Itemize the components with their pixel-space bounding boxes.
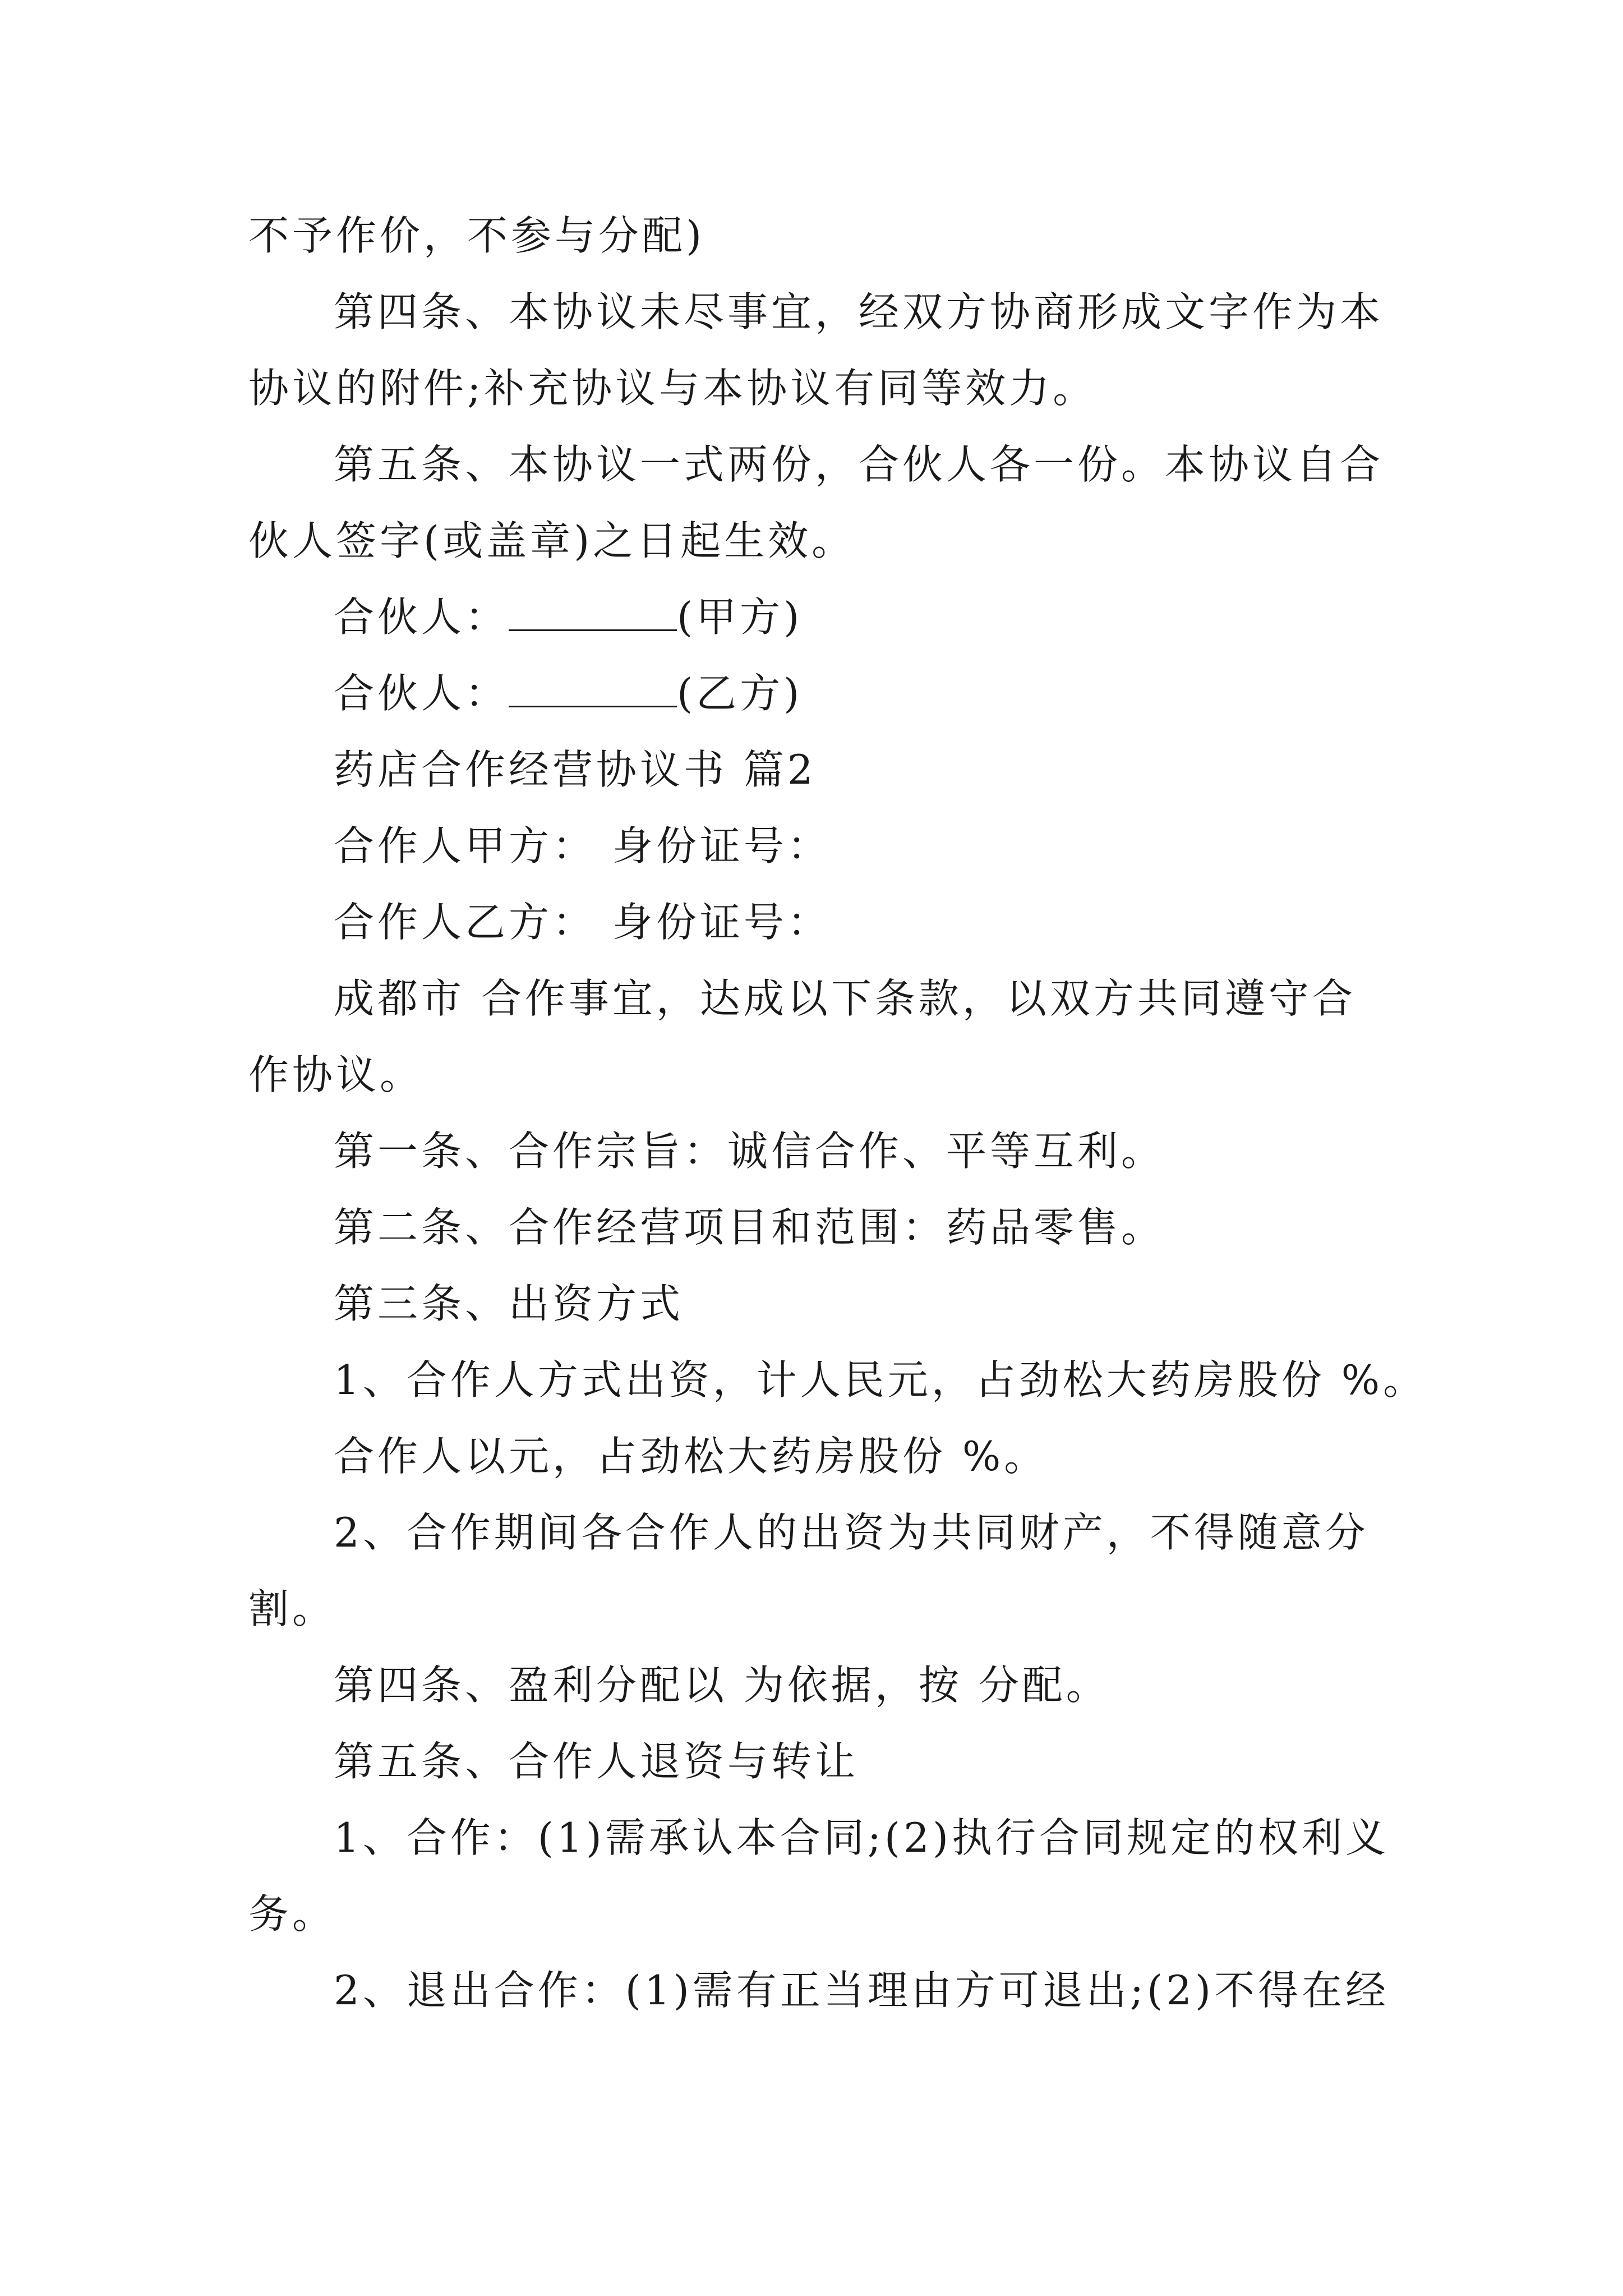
text-line: 不予作价，不参与分配) — [248, 212, 706, 259]
text-line: 作协议。 — [248, 1051, 424, 1098]
signature-party: (乙方) — [677, 670, 803, 717]
signature-party: (甲方) — [677, 593, 803, 641]
text-line: 合作人甲方： 身份证号： — [334, 822, 831, 869]
text-line: 协议的附件;补充协议与本协议有同等效力。 — [248, 365, 1097, 412]
text-line: 割。 — [248, 1585, 336, 1632]
text-line: 第二条、合作经营项目和范围：药品零售。 — [334, 1204, 1165, 1251]
text-line: 2、退出合作：(1)需有正当理由方可退出;(2)不得在经 — [334, 1967, 1390, 2014]
text-line: 1、合作人方式出资，计人民元，占劲松大药房股份 %。 — [334, 1356, 1427, 1404]
text-line: 第四条、盈利分配以 为依据，按 分配。 — [334, 1662, 1110, 1709]
text-line: 2、合作期间各合作人的出资为共同财产，不得随意分 — [334, 1509, 1369, 1556]
text-line: 务。 — [248, 1890, 336, 1938]
text-line: 合作人以元，占劲松大药房股份 %。 — [334, 1433, 1048, 1480]
text-line: 第三条、出资方式 — [334, 1280, 684, 1327]
text-line: 1、合作：(1)需承认本合同;(2)执行合同规定的权利义 — [334, 1814, 1390, 1861]
text-line: 第四条、本协议未尽事宜，经双方协商形成文字作为本 — [334, 288, 1384, 335]
text-line: 第五条、本协议一式两份，合伙人各一份。本协议自合 — [334, 441, 1384, 488]
signature-blank — [509, 673, 677, 707]
section-title: 药店合作经营协议书 篇2 — [334, 746, 817, 793]
signature-label: 合伙人： — [334, 670, 509, 717]
document-body — [248, 197, 1427, 2028]
text-line: 成都市 合作事宜，达成以下条款，以双方共同遵守合 — [334, 975, 1356, 1022]
signature-blank — [509, 597, 677, 631]
text-line: 合作人乙方： 身份证号： — [334, 899, 831, 946]
signature-line-party-a — [248, 579, 1387, 655]
signature-line-party-b — [248, 655, 1387, 731]
text-line: 第一条、合作宗旨：诚信合作、平等互利。 — [334, 1128, 1165, 1175]
signature-label: 合伙人： — [334, 593, 509, 641]
text-line: 第五条、合作人退资与转让 — [334, 1738, 859, 1785]
text-line: 伙人签字(或盖章)之日起生效。 — [248, 517, 856, 564]
